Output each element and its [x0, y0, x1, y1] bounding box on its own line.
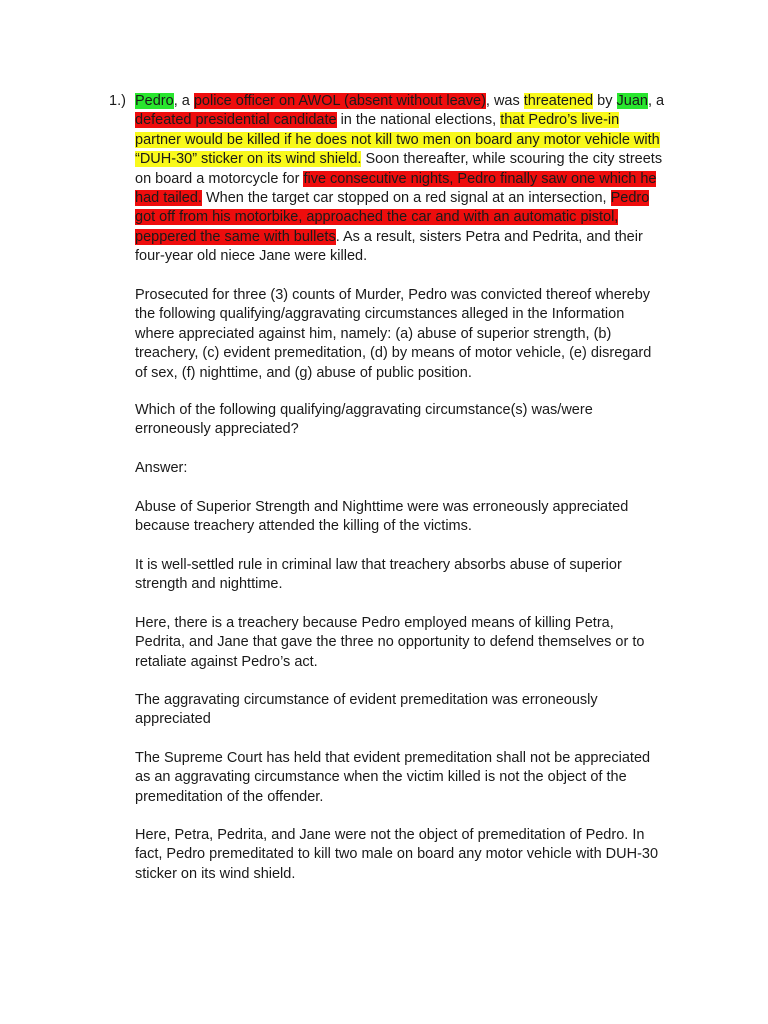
- answer-paragraph-1: Abuse of Superior Strength and Nighttime were was erroneously appreciated because treachery attended the killing of the victims.: [135, 499, 629, 535]
- highlight-green: Juan: [616, 93, 648, 109]
- question-number: 1.): [109, 93, 126, 109]
- highlight-green: Pedro: [135, 93, 174, 109]
- text-segment: , was: [485, 93, 524, 109]
- answer-paragraph-4: The aggravating circumstance of evident premeditation was erroneously appreciated: [135, 692, 598, 728]
- question-prompt: Which of the following qualifying/aggravating circumstance(s) was/were erroneously appreciated?: [135, 402, 593, 438]
- text-segment: . As a result, sisters Petra and Pedrita, and their four-year old niece Jane were killed.: [135, 228, 643, 265]
- answer-paragraph-5: The Supreme Court has held that evident premeditation shall not be appreciated as an aggravating circumstance when the victim killed is not the object of the premeditation of the offender.: [135, 750, 651, 805]
- highlight-red: five consecutive nights, Pedro finally saw one which he had tailed.: [135, 170, 657, 207]
- answer-paragraph-2: It is well-settled rule in criminal law that treachery absorbs abuse of superior strength and nighttime.: [135, 557, 622, 593]
- answer-label: Answer:: [135, 460, 188, 476]
- text-segment: , a: [173, 93, 194, 109]
- prosecution-paragraph: Prosecuted for three (3) counts of Murder, Pedro was convicted thereof whereby the following qualifying/aggravating circumstances alleged in the Information where appreciated against him, namely: (a) abuse of superior strength, (b) treachery, (c) evident premeditation, (d) by means of motor vehicle, (e) disregard of sex, (f) nighttime, and (g) abuse of public position.: [135, 287, 652, 381]
- text-segment: in the national elections,: [336, 112, 501, 129]
- text-segment: by: [593, 93, 617, 109]
- text-segment: , a: [647, 93, 665, 109]
- answer-paragraph-3: Here, there is a treachery because Pedro employed means of killing Petra, Pedrita, and Jane that gave the three no opportunity to defend themselves or to retaliate against Pedro’s act.: [135, 615, 645, 670]
- text-segment: When the target car stopped on a red signal at an intersection,: [201, 190, 611, 207]
- highlight-red: police officer on AWOL (absent without leave): [193, 93, 486, 109]
- question-paragraph: [135, 92, 665, 267]
- text-segment: Soon thereafter, while scouring the city streets on board a motorcycle for: [135, 151, 663, 187]
- highlight-red: Pedro got off from his motorbike, approached the car and with an automatic pistol, peppered the same with bullets: [135, 190, 650, 245]
- highlight-red: defeated presidential candidate: [135, 112, 337, 129]
- answer-paragraph-6: Here, Petra, Pedrita, and Jane were not the object of premeditation of Pedro. In fact, Pedro premeditated to kill two male on board any motor vehicle with DUH-30 sticker on its wind shield.: [135, 827, 659, 882]
- highlight-yellow: threatened: [523, 93, 594, 109]
- highlight-yellow: that Pedro’s live-in partner would be killed if he does not kill two men on board any motor vehicle with “DUH-30” sticker on its wind shield.: [135, 112, 660, 168]
